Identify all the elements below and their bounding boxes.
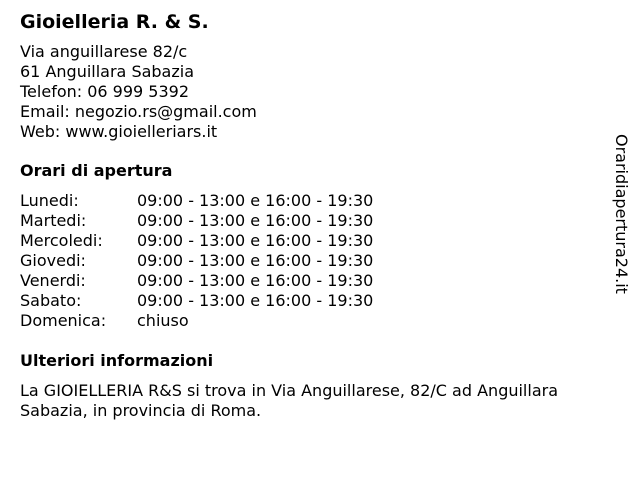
- hours-time: 09:00 - 13:00 e 16:00 - 19:30: [137, 291, 374, 310]
- hours-day: Domenica:: [20, 311, 107, 330]
- more-info-text: La GIOIELLERIA R&S si trova in Via Anguillarese, 82/C ad Anguillara Sabazia, in provincia di Roma.: [20, 381, 559, 420]
- hours-row: [20, 271, 610, 291]
- hours-day: Lunedi:: [20, 191, 79, 210]
- hours-time: chiuso: [137, 311, 189, 330]
- web-line: Web: www.gioielleriars.it: [20, 122, 218, 141]
- business-card: [20, 10, 610, 421]
- hours-row: [20, 231, 610, 251]
- hours-day: Giovedi:: [20, 251, 86, 270]
- address-line-2: 61 Anguillara Sabazia: [20, 62, 195, 81]
- hours-time: 09:00 - 13:00 e 16:00 - 19:30: [137, 271, 374, 290]
- more-info-heading: Ulteriori informazioni: [20, 351, 214, 370]
- hours-row: [20, 251, 610, 271]
- hours-day: Sabato:: [20, 291, 82, 310]
- hours-day: Venerdi:: [20, 271, 86, 290]
- address-line-1: Via anguillarese 82/c: [20, 42, 188, 61]
- business-name: Gioielleria R. & S.: [20, 11, 209, 33]
- hours-row: [20, 311, 610, 331]
- hours-time: 09:00 - 13:00 e 16:00 - 19:30: [137, 191, 374, 210]
- hours-time: 09:00 - 13:00 e 16:00 - 19:30: [137, 251, 374, 270]
- opening-hours-table: [20, 191, 610, 331]
- opening-hours-heading: Orari di apertura: [20, 161, 173, 180]
- email-line: Email: negozio.rs@gmail.com: [20, 102, 257, 121]
- hours-time: 09:00 - 13:00 e 16:00 - 19:30: [137, 211, 374, 230]
- hours-time: 09:00 - 13:00 e 16:00 - 19:30: [137, 231, 374, 250]
- phone-line: Telefon: 06 999 5392: [20, 82, 190, 101]
- site-brand-vertical: Oraridiapertura24.it: [612, 134, 631, 294]
- hours-day: Martedi:: [20, 211, 87, 230]
- hours-row: [20, 291, 610, 311]
- hours-row: [20, 211, 610, 231]
- hours-row: [20, 191, 610, 211]
- contact-block: [20, 42, 610, 142]
- hours-day: Mercoledi:: [20, 231, 103, 250]
